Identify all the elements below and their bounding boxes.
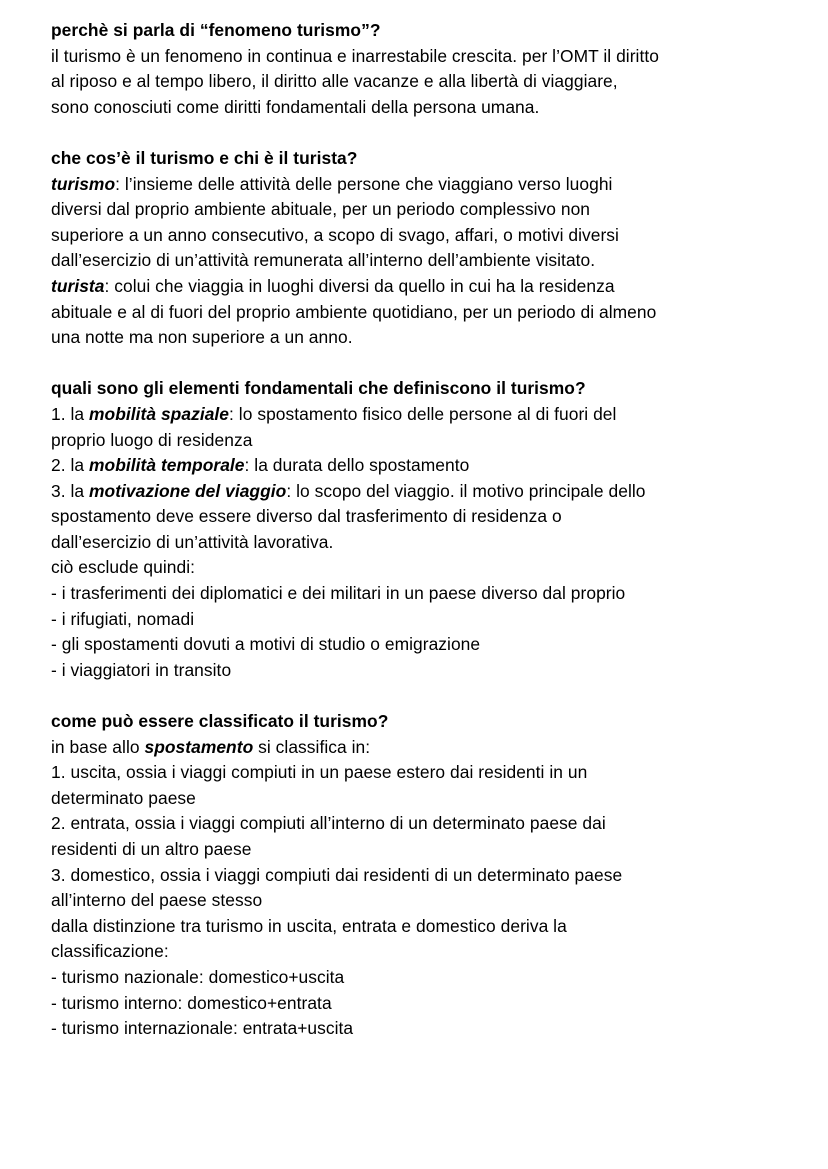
term-turismo: turismo: [51, 173, 116, 194]
exclusion-item: - gli spostamenti dovuti a motivi di studio o emigrazione: [51, 634, 481, 655]
term-spostamento: spostamento: [144, 736, 254, 757]
list-item-prefix: 2. la: [51, 455, 90, 476]
section-heading: che cos’è il turismo e chi è il turista?: [51, 147, 358, 168]
paragraph-line: classificazione:: [51, 941, 169, 962]
document-page: [51, 18, 791, 1067]
exclusion-item: - i viaggiatori in transito: [51, 659, 232, 680]
section-classificazione: [51, 709, 791, 1042]
exclusion-item: - i rifugiati, nomadi: [51, 608, 195, 629]
section-heading: come può essere classificato il turismo?: [51, 711, 389, 732]
paragraph-line: diversi dal proprio ambiente abituale, per un periodo complessivo non: [51, 199, 591, 220]
section-definizioni: [51, 146, 791, 351]
classification-item: - turismo nazionale: domestico+uscita: [51, 966, 345, 987]
section-elementi-fondamentali: [51, 376, 791, 683]
section-fenomeno-turismo: [51, 18, 791, 120]
term-turista: turista: [51, 275, 105, 296]
definition-turista: [51, 274, 791, 300]
definition-text: : l’insieme delle attività delle persone che viaggiano verso luoghi: [115, 173, 613, 194]
paragraph-line: proprio luogo di residenza: [51, 429, 253, 450]
paragraph-line: all’interno del paese stesso: [51, 890, 263, 911]
paragraph-line: abituale e al di fuori del proprio ambiente quotidiano, per un periodo di almeno: [51, 301, 657, 322]
section-heading: quali sono gli elementi fondamentali che definiscono il turismo?: [51, 378, 586, 399]
list-item-text: : lo spostamento fisico delle persone al di fuori del: [229, 403, 617, 424]
term-mobilita-temporale: mobilità temporale: [89, 455, 245, 476]
list-item-motivazione-viaggio: [51, 479, 791, 505]
paragraph-line: al riposo e al tempo libero, il diritto alle vacanze e alla libertà di viaggiare,: [51, 71, 618, 92]
exclusions-intro: ciò esclude quindi:: [51, 557, 196, 578]
list-item-mobilita-temporale: [51, 453, 791, 479]
paragraph-line: residenti di un altro paese: [51, 839, 252, 859]
paragraph-line: dall’esercizio di un’attività lavorativa.: [51, 531, 334, 552]
paragraph-line: spostamento deve essere diverso dal trasferimento di residenza o: [51, 506, 562, 527]
definition-turismo: [51, 172, 791, 198]
term-mobilita-spaziale: mobilità spaziale: [89, 403, 230, 424]
paragraph-line: dalla distinzione tra turismo in uscita, entrata e domestico deriva la: [51, 915, 567, 936]
paragraph-line: determinato paese: [51, 787, 196, 808]
exclusion-item: - i trasferimenti dei diplomatici e dei militari in un paese diverso dal proprio: [51, 583, 626, 604]
definition-text: : colui che viaggia in luoghi diversi da quello in cui ha la residenza: [104, 275, 615, 296]
list-item-text: : lo scopo del viaggio. il motivo principale dello: [286, 480, 646, 501]
paragraph-line: dall’esercizio di un’attività remunerata all’interno dell’ambiente visitato.: [51, 250, 596, 271]
section-heading: perchè si parla di “fenomeno turismo”?: [51, 20, 381, 40]
paragraph-line: una notte ma non superiore a un anno.: [51, 327, 353, 348]
list-item-prefix: 3. la: [51, 480, 90, 501]
classification-item: - turismo internazionale: entrata+uscita: [51, 1018, 354, 1039]
term-motivazione-viaggio: motivazione del viaggio: [89, 480, 287, 501]
paragraph-line: 1. uscita, ossia i viaggi compiuti in un paese estero dai residenti in un: [51, 762, 588, 783]
paragraph-line: sono conosciuti come diritti fondamentali della persona umana.: [51, 96, 540, 117]
list-item-text: : la durata dello spostamento: [244, 455, 470, 476]
paragraph-line: 3. domestico, ossia i viaggi compiuti dai residenti di un determinato paese: [51, 864, 623, 885]
paragraph-line: 2. entrata, ossia i viaggi compiuti all’interno di un determinato paese dai: [51, 813, 606, 834]
paragraph-line: superiore a un anno consecutivo, a scopo di svago, affari, o motivi diversi: [51, 224, 619, 245]
intro-prefix: in base allo: [51, 736, 145, 757]
intro-rest: si classifica in:: [253, 736, 371, 757]
list-item-prefix: 1. la: [51, 403, 90, 424]
classification-intro: [51, 735, 791, 761]
paragraph-line: il turismo è un fenomeno in continua e inarrestabile crescita. per l’OMT il diritto: [51, 45, 659, 66]
list-item-mobilita-spaziale: [51, 402, 791, 428]
classification-item: - turismo interno: domestico+entrata: [51, 992, 332, 1013]
